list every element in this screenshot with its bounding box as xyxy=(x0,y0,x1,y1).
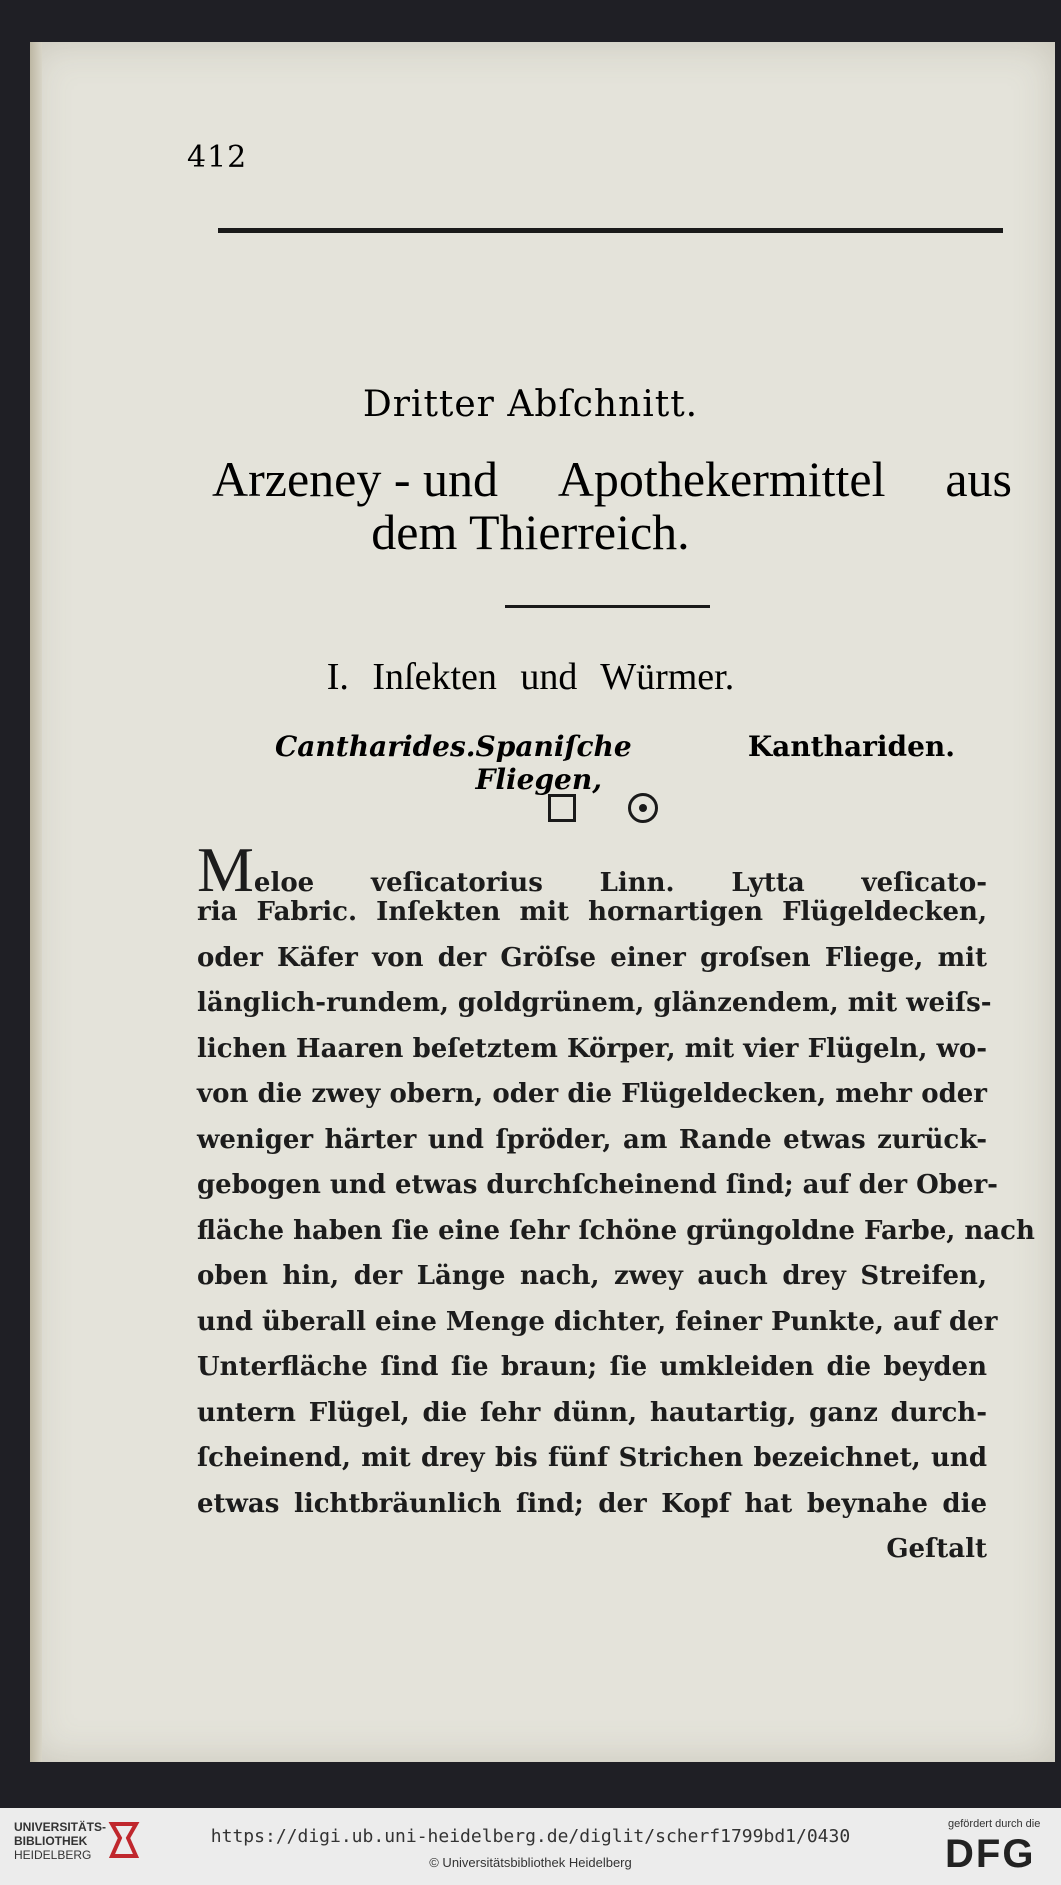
body-line: fläche haben ſie eine ſehr ſchöne grüngoldne Farbe, nach xyxy=(197,1215,1035,1246)
dfg-logo[interactable]: DFG xyxy=(945,1832,1036,1876)
pharmacopoeia-symbols xyxy=(548,788,658,828)
body-line-text: eloe veſicatorius Linn. Lytta veſicato- xyxy=(253,868,987,898)
subheading: I. Inſekten und Würmer. xyxy=(326,656,735,698)
logo-line2: BIBLIOTHEK xyxy=(14,1834,88,1848)
title-word-1: Arzeney - und xyxy=(212,451,498,507)
chapter-title-line1 xyxy=(212,450,1012,508)
body-line: länglich-rundem, goldgrünem, glänzendem, mit weiſs- xyxy=(197,988,992,1018)
catchword: Geſtalt xyxy=(886,1534,987,1564)
species-german: Kanthariden. xyxy=(747,730,955,763)
body-line: oder Käfer von der Gröſse einer groſsen Fliege, mit xyxy=(197,942,987,973)
body-line: oben hin, der Länge nach, zwey auch drey Streifen, xyxy=(197,1261,987,1291)
square-symbol-icon xyxy=(548,794,576,822)
body-line: Unterfläche ſind ſie braun; ſie umkleiden die beyden xyxy=(197,1352,987,1382)
body-line: von die zwey obern, oder die Flügeldecken, mehr oder xyxy=(197,1079,987,1109)
species-german-italic: Spaniſche Fliegen, xyxy=(475,730,632,796)
body-line: ſcheinend, mit drey bis fünf Strichen bezeichnet, und xyxy=(197,1443,987,1473)
header-rule xyxy=(218,228,1003,233)
body-line: weniger härter und ſpröder, am Rande etwas zurück- xyxy=(197,1124,987,1155)
species-latin: Cantharides. xyxy=(275,730,476,763)
body-text xyxy=(197,834,1035,1573)
title-rule xyxy=(505,605,710,608)
body-line: lichen Haaren beſetztem Körper, mit vier Flügeln, wo- xyxy=(197,1033,987,1064)
section-label: Dritter Abſchnitt. xyxy=(362,384,699,425)
body-line: gebogen und etwas durchſcheinend ſind; auf der Ober- xyxy=(197,1170,998,1200)
body-line: etwas lichtbräunlich ſind; der Kopf hat beynahe die xyxy=(197,1488,987,1519)
logo-line3: HEIDELBERG xyxy=(14,1848,92,1862)
permalink-url[interactable]: https://digi.ub.uni-heidelberg.de/diglit/scherf1799bd1/0430 xyxy=(210,1826,851,1847)
body-line: untern Flügel, die ſehr dünn, hautartig, ganz durch- xyxy=(197,1397,987,1428)
title-word-2: Apothekermittel xyxy=(557,451,886,507)
page-edge xyxy=(30,42,42,1762)
body-line xyxy=(197,834,987,905)
page-number: 412 xyxy=(187,140,248,175)
copyright-notice: © Universitätsbibliothek Heidelberg xyxy=(429,1855,632,1870)
drop-cap: M xyxy=(197,834,254,905)
title-word-3: aus xyxy=(945,451,1012,507)
body-line: und überall eine Menge dichter, feiner Punkte, auf der xyxy=(197,1306,998,1337)
logo-line1: UNIVERSITÄTS- xyxy=(14,1820,107,1834)
circle-dot-symbol-icon xyxy=(628,793,658,823)
species-line xyxy=(275,730,955,796)
body-line: ria Fabric. Inſekten mit hornartigen Flügeldecken, xyxy=(197,897,987,927)
funded-by-label: gefördert durch die xyxy=(948,1818,1041,1830)
chapter-title-line2: dem Thierreich. xyxy=(371,504,690,560)
